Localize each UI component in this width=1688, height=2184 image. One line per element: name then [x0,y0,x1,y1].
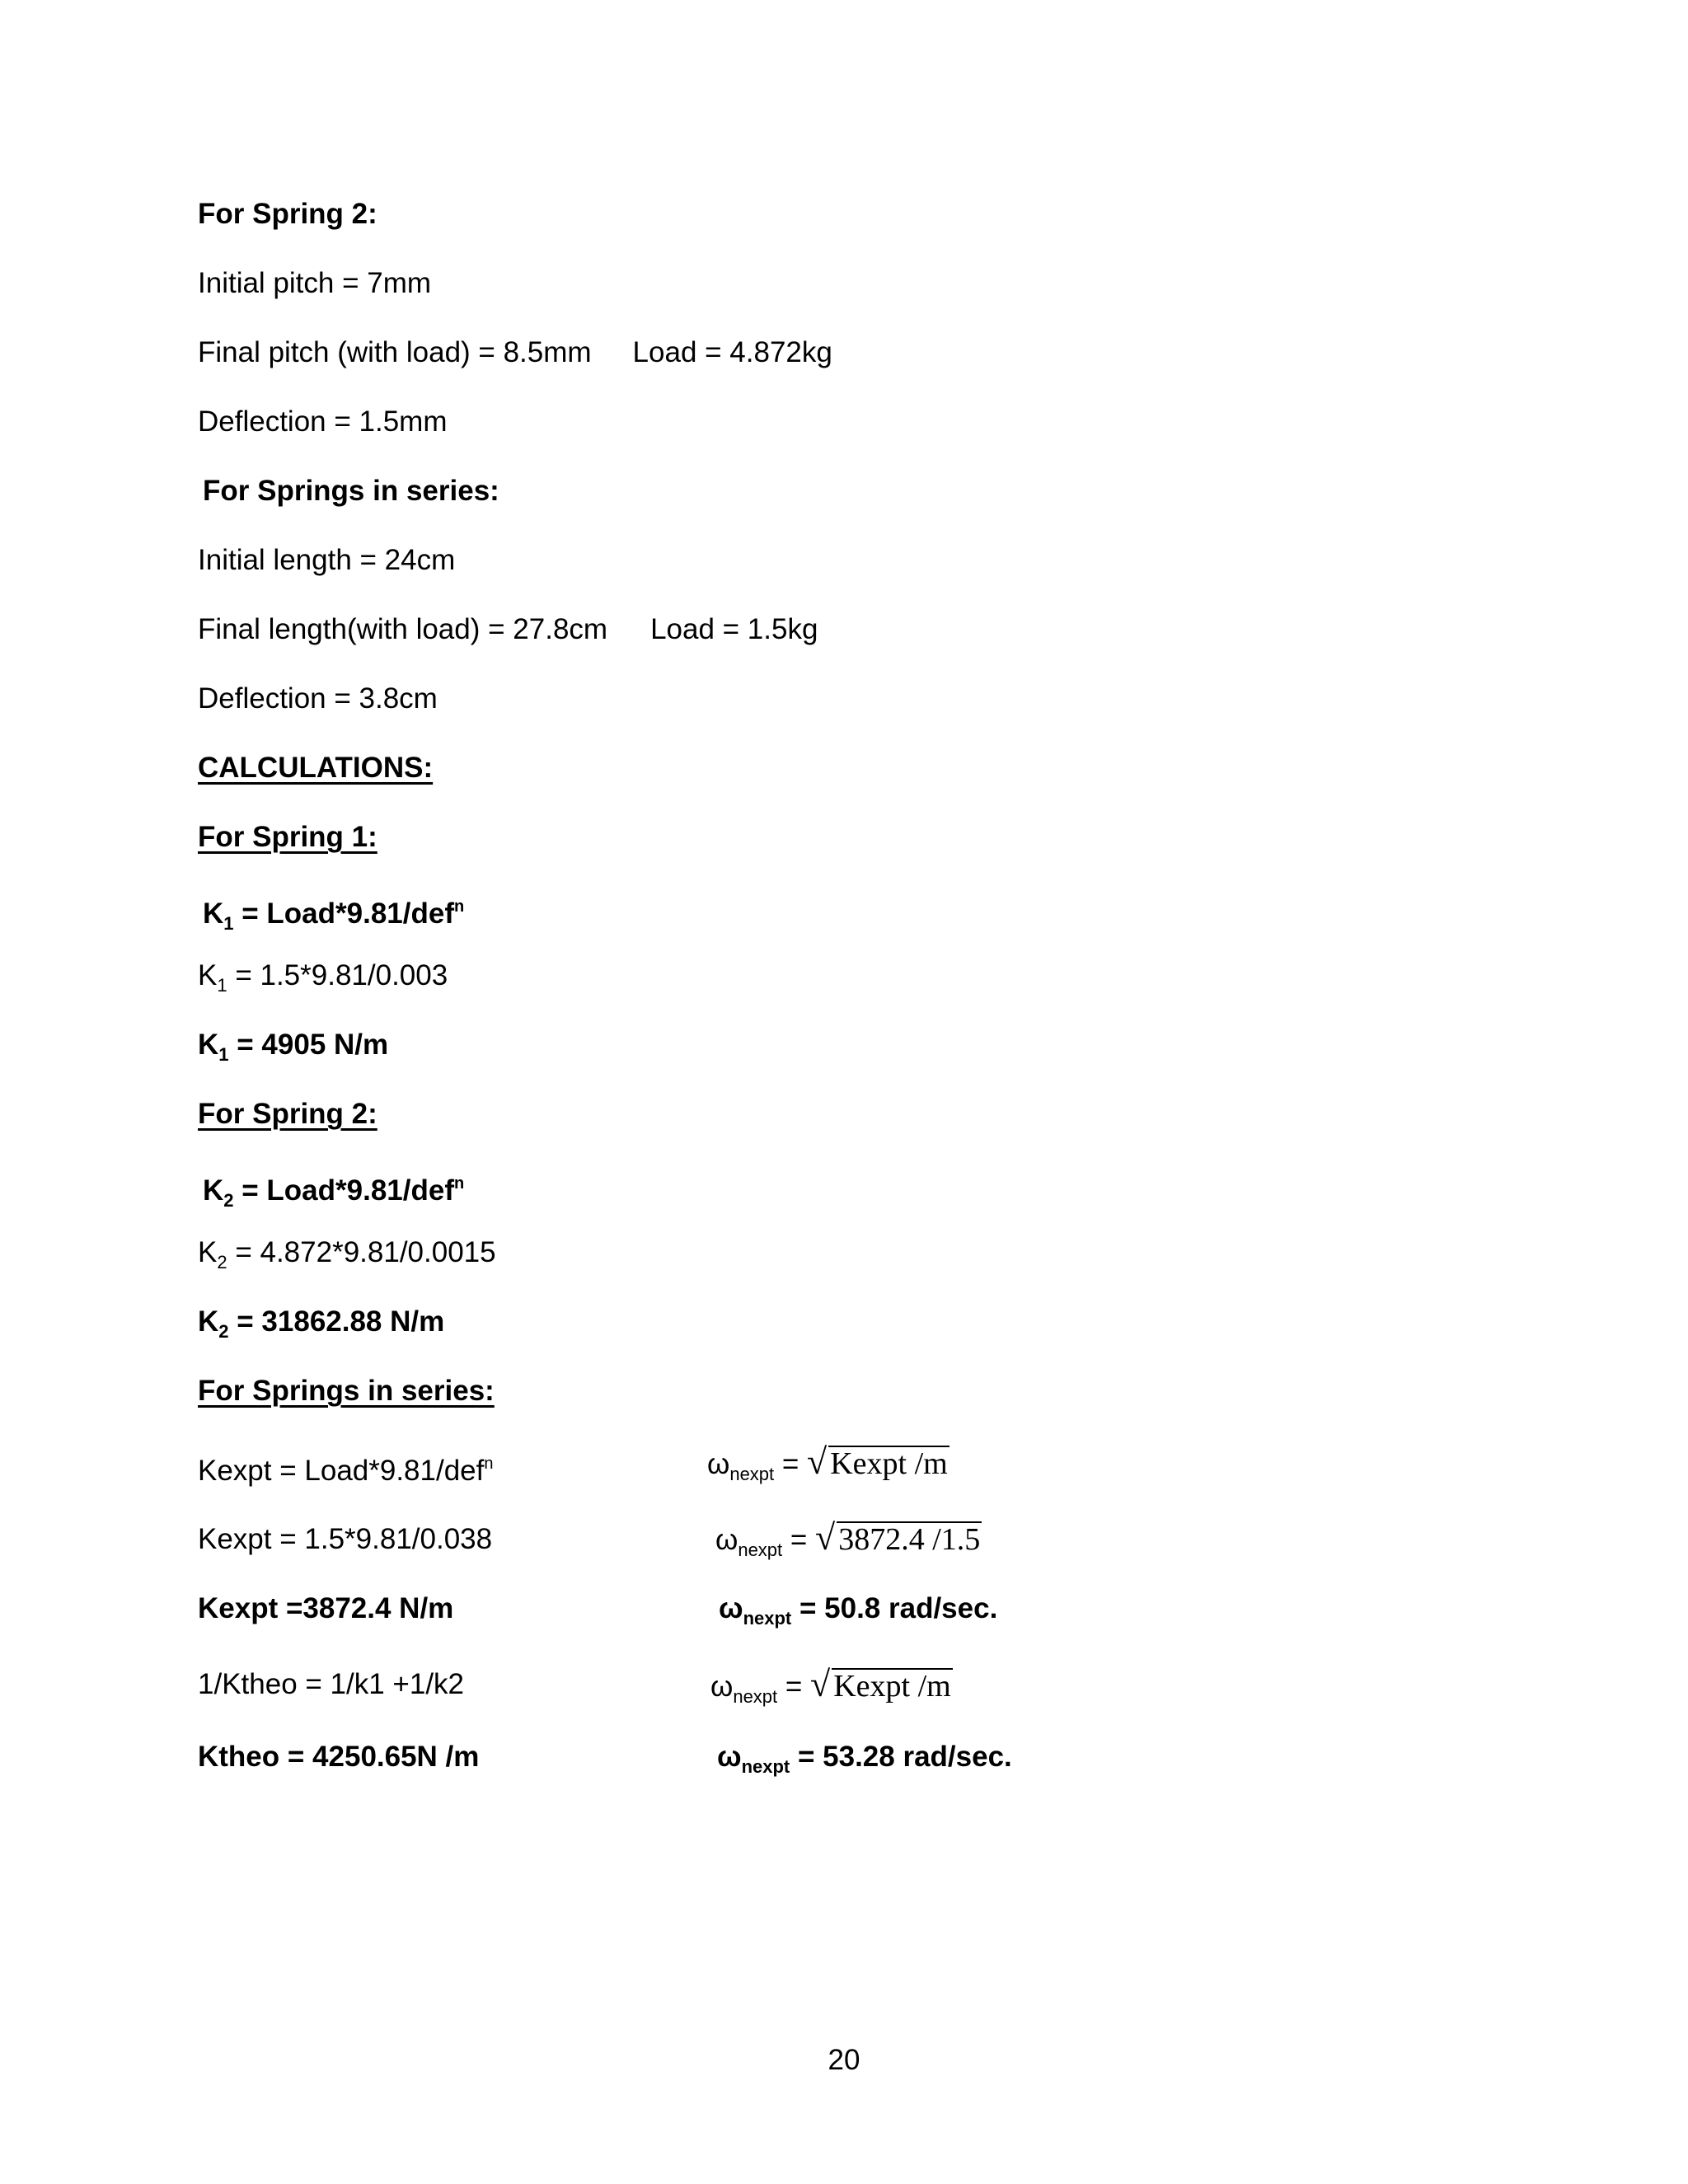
square-root-icon: √ 3872.4 /1.5 [815,1517,981,1558]
kexpt-substitution: Kexpt = 1.5*9.81/0.038 [198,1523,493,1555]
calc-series-heading: For Springs in series: [198,1375,495,1407]
omega-formula-theo: $\omega_{nexpt}$ = √ Kexpt /m [710,1664,951,1707]
initial-pitch: Initial pitch = 7mm [198,267,432,299]
kexpt-formula: Kexpt = Load*9.81/def$^n$ [198,1455,494,1487]
series-heading: For Springs in series: [203,475,499,507]
omega-result-expt: $\omega_{nexpt} = 50.8$ rad/sec. [719,1592,998,1629]
calculations-heading: CALCULATIONS: [198,752,434,784]
ktheo-result: Ktheo = 4250.65N /m [198,1741,480,1773]
omega-formula-expt: $\omega_{nexpt}$ = √ Kexpt /m [707,1441,948,1484]
deflection-series: Deflection = 3.8cm [198,682,438,715]
k2-substitution: $K_2 = 4.872*9.81/0.0015$ [198,1236,496,1272]
final-length: Final length(with load) = 27.8cm [198,613,608,645]
final-length-row [198,612,818,648]
initial-length: Initial length = 24cm [198,544,456,576]
calc-spring2-heading: For Spring 2: [198,1098,377,1130]
final-pitch: Final pitch (with load) = 8.5mm [198,336,592,368]
k2-formula: $K_2$ = Load*9.81/def$^n$ [203,1174,465,1211]
k1-substitution: $K_1 = 1.5*9.81/0.003$ [198,959,448,996]
ktheo-formula: 1/Ktheo = 1/k1 +1/k2 [198,1668,465,1700]
final-pitch-row [198,335,832,371]
square-root-icon: √ Kexpt /m [810,1664,951,1704]
k1-formula: $K_1$ = Load*9.81/def$^n$ [203,898,465,934]
deflection-spring2: Deflection = 1.5mm [198,405,448,438]
kexpt-result: Kexpt =3872.4 N/m [198,1592,454,1624]
spring2-heading: For Spring 2: [198,198,377,230]
square-root-icon: √ Kexpt /m [807,1441,948,1482]
page-number: 20 [828,2044,860,2076]
k1-result: $K_1 = 4905$ N/m [198,1029,389,1065]
omega-result-theo: $\omega_{nexpt} = 53.28$ rad/sec. [717,1741,1012,1777]
k2-result: $K_2 = 31862.88$ N/m [198,1305,445,1342]
load-series: Load = 1.5kg [650,613,818,645]
calc-spring1-heading: For Spring 1: [198,821,377,853]
omega-substitution: $\omega_{nexpt}$ = √ 3872.4 /1.5 [715,1517,981,1560]
load-spring2: Load = 4.872kg [632,336,832,368]
